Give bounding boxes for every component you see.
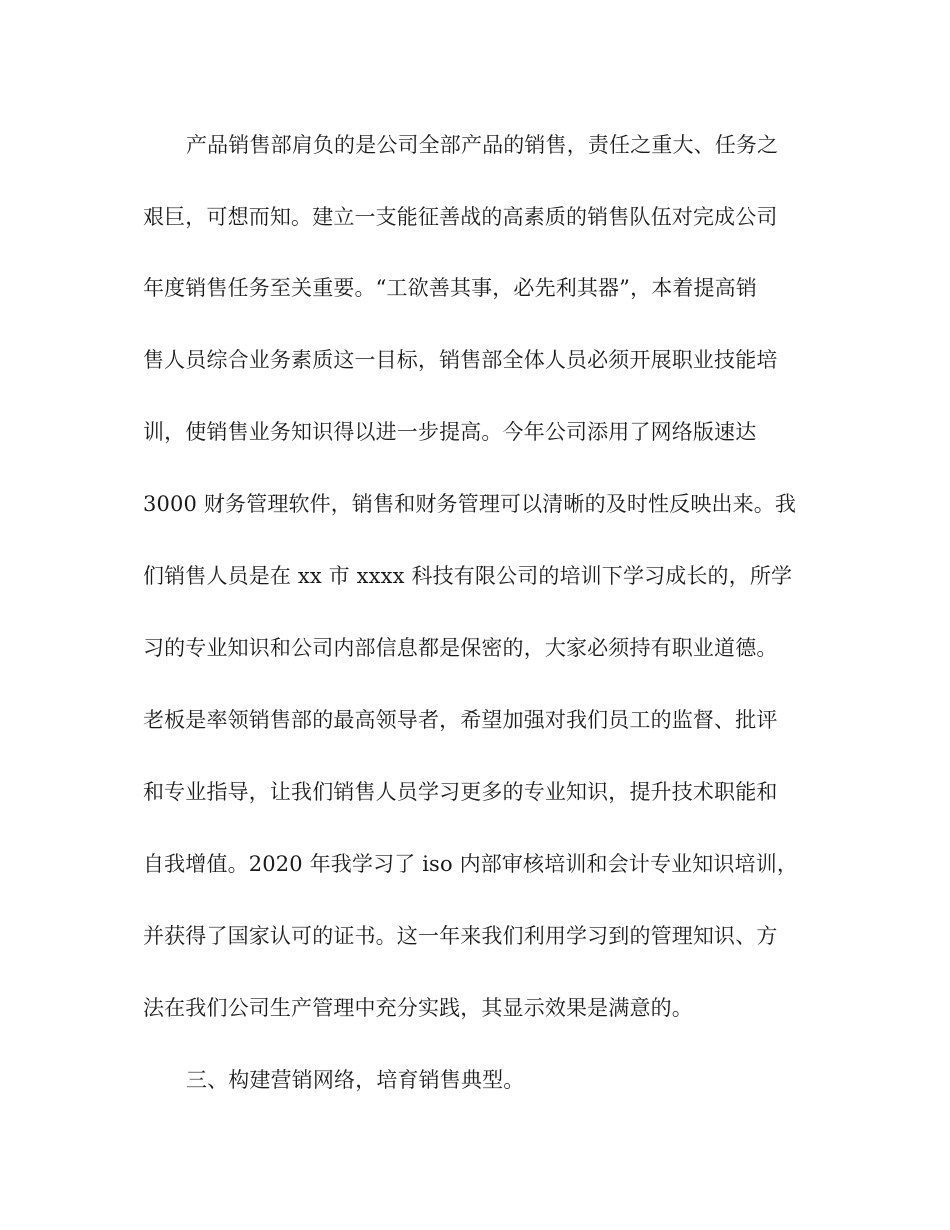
paragraph-line: 老板是率领销售部的最高领导者，希望加强对我们员工的监督、批评 xyxy=(143,708,778,732)
paragraph-line: 法在我们公司生产管理中充分实践，其显示效果是满意的。 xyxy=(143,996,693,1020)
paragraph-line: 年度销售任务至关重要。“工欲善其事，必先利其器”，本着提高销 xyxy=(143,276,757,300)
paragraph-line: 自我增值。2020 年我学习了 iso 内部审核培训和会计专业知识培训， xyxy=(143,852,799,876)
paragraph-line: 和专业指导，让我们销售人员学习更多的专业知识，提升技术职能和 xyxy=(143,780,778,804)
paragraph-line: 艰巨，可想而知。建立一支能征善战的高素质的销售队伍对完成公司 xyxy=(143,205,778,229)
paragraph-line: 们销售人员是在 xx 市 xxxx 科技有限公司的培训下学习成长的，所学 xyxy=(143,564,793,588)
paragraph-line: 训，使销售业务知识得以进一步提高。今年公司添用了网络版速达 xyxy=(143,420,757,444)
paragraph-line: 并获得了国家认可的证书。这一年来我们利用学习到的管理知识、方 xyxy=(143,924,778,948)
paragraph-line: 3000 财务管理软件，销售和财务管理可以清晰的及时性反映出来。我 xyxy=(143,492,797,516)
section-heading: 三、构建营销网络，培育销售典型。 xyxy=(186,1068,525,1092)
paragraph-line: 售人员综合业务素质这一目标，销售部全体人员必须开展职业技能培 xyxy=(143,348,778,372)
paragraph-line: 习的专业知识和公司内部信息都是保密的，大家必须持有职业道德。 xyxy=(143,636,778,660)
paragraph-line: 产品销售部肩负的是公司全部产品的销售，责任之重大、任务之 xyxy=(186,133,779,157)
